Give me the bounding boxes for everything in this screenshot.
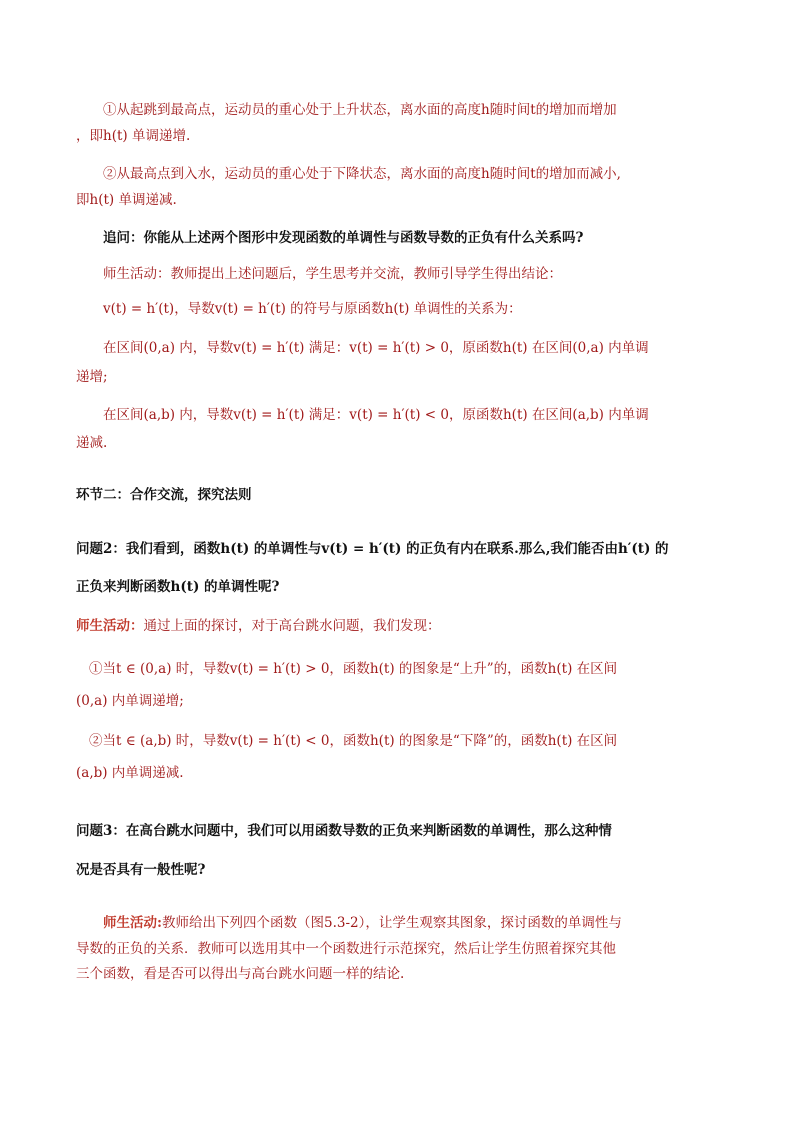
interval-2-line-1: 在区间(a,b) 内，导数v(t) = h′(t) 满足：v(t) = h′(t) < 0，原函数h(t) 在区间(a,b) 内单调	[103, 407, 649, 423]
activity-3-line-3: 三个函数，看是否可以得出与高台跳水问题一样的结论.	[76, 966, 405, 982]
case-2-line-2: (a,b) 内单调递减.	[76, 765, 184, 781]
activity-3-text-1: 教师给出下列四个函数（图5.3-2），让学生观察其图象，探讨函数的单调性与	[161, 915, 622, 931]
activity-3-line-2: 导数的正负的关系．教师可以选用其中一个函数进行示范探究，然后让学生仿照着探究其他	[76, 941, 616, 957]
activity-2-label: 师生活动：	[76, 618, 144, 634]
question-2-line-2: 正负来判断函数h(t) 的单调性呢?	[76, 579, 280, 595]
question-3-line-2: 况是否具有一般性呢?	[76, 862, 206, 878]
teacher-activity-1: 师生活动：教师提出上述问题后，学生思考并交流，教师引导学生得出结论：	[103, 266, 562, 282]
case-1-line-2: (0,a) 内单调递增;	[76, 693, 184, 709]
interval-1-line-2: 递增;	[76, 369, 108, 385]
case-2-line-1: ②当t ∈ (a,b) 时，导数v(t) = h′(t) < 0，函数h(t) 的图象是“下降”的，函数h(t) 在区间	[89, 733, 618, 749]
para-2-line-2: 即h(t) 单调递减.	[76, 192, 177, 208]
para-2-line-1: ②从最高点到入水，运动员的重心处于下降状态，离水面的高度h随时间t的增加而减小,	[103, 166, 621, 182]
question-3-line-1: 问题3：在高台跳水问题中，我们可以用函数导数的正负来判断函数的单调性，那么这种情	[76, 823, 612, 839]
activity-3-line-1	[103, 913, 622, 933]
para-1-line-1: ①从起跳到最高点，运动员的重心处于上升状态，离水面的高度h随时间t的增加而增加	[103, 102, 617, 118]
interval-2-line-2: 递减.	[76, 435, 108, 451]
section-heading-2: 环节二：合作交流，探究法则	[76, 487, 252, 503]
activity-3-label: 师生活动:	[103, 915, 162, 931]
activity-2	[76, 616, 441, 636]
activity-2-text: 通过上面的探讨，对于高台跳水问题，我们发现：	[143, 618, 441, 634]
relation-statement: v(t) = h′(t)，导数v(t) = h′(t) 的符号与原函数h(t) 单调性的关系为：	[103, 301, 522, 317]
para-1-line-2: ，即h(t) 单调递增.	[76, 128, 191, 144]
interval-1-line-1: 在区间(0,a) 内，导数v(t) = h′(t) 满足：v(t) = h′(t) > 0，原函数h(t) 在区间(0,a) 内单调	[103, 340, 649, 356]
followup-question: 追问：你能从上述两个图形中发现函数的单调性与函数导数的正负有什么关系吗?	[103, 230, 584, 246]
question-2-line-1: 问题2：我们看到，函数h(t) 的单调性与v(t) = h′(t) 的正负有内在联系.那么,我们能否由h′(t) 的	[76, 541, 669, 557]
case-1-line-1: ①当t ∈ (0,a) 时，导数v(t) = h′(t) > 0，函数h(t) 的图象是“上升”的，函数h(t) 在区间	[89, 661, 618, 677]
